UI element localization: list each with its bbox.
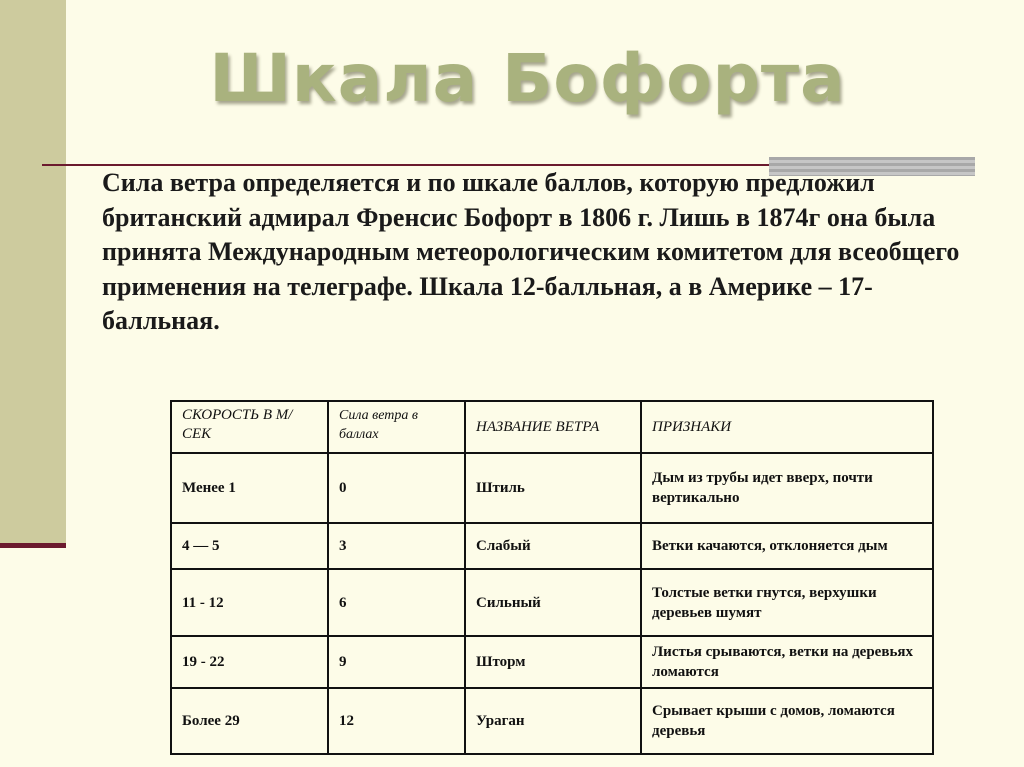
table-row — [171, 523, 933, 569]
table-header-row — [171, 401, 933, 453]
cell-signs: Дым из трубы идет вверх, почти вертикально — [641, 453, 933, 523]
intro-paragraph: Сила ветра определяется и по шкале баллов, которую предложил британский адмирал Френсис Бофорт в 1806 г. Лишь в 1874г она была принята Международным метеорологическим комитетом для всеобщего применения на телеграфе. Шкала 12-балльная, а в Америке – 17-балльная. — [102, 168, 960, 335]
cell-signs: Листья срываются, ветки на деревьях ломаются — [641, 636, 933, 688]
cell-name: Штиль — [465, 453, 641, 523]
header-signs: ПРИЗНАКИ — [641, 401, 933, 453]
cell-signs: Срывает крыши с домов, ломаются деревья — [641, 688, 933, 754]
cell-speed: 11 - 12 — [171, 569, 328, 636]
cell-signs: Ветки качаются, отклоняется дым — [641, 523, 933, 569]
left-decor-rule — [0, 543, 66, 548]
table-row — [171, 569, 933, 636]
header-force: Сила ветра в баллах — [328, 401, 465, 453]
cell-speed: Более 29 — [171, 688, 328, 754]
cell-name: Слабый — [465, 523, 641, 569]
cell-name: Шторм — [465, 636, 641, 688]
cell-force: 0 — [328, 453, 465, 523]
cell-name: Ураган — [465, 688, 641, 754]
cell-force: 3 — [328, 523, 465, 569]
table-row — [171, 453, 933, 523]
header-speed: СКОРОСТЬ В М/СЕК — [171, 401, 328, 453]
table-row — [171, 688, 933, 754]
cell-name: Сильный — [465, 569, 641, 636]
beaufort-table — [170, 400, 934, 755]
cell-speed: Менее 1 — [171, 453, 328, 523]
cell-force: 12 — [328, 688, 465, 754]
table-row — [171, 636, 933, 688]
header-name: НАЗВАНИЕ ВЕТРА — [465, 401, 641, 453]
cell-force: 6 — [328, 569, 465, 636]
slide-title: Шкала Бофорта — [209, 40, 846, 117]
cell-speed: 19 - 22 — [171, 636, 328, 688]
cell-signs: Толстые ветки гнутся, верхушки деревьев шумят — [641, 569, 933, 636]
cell-speed: 4 — 5 — [171, 523, 328, 569]
cell-force: 9 — [328, 636, 465, 688]
